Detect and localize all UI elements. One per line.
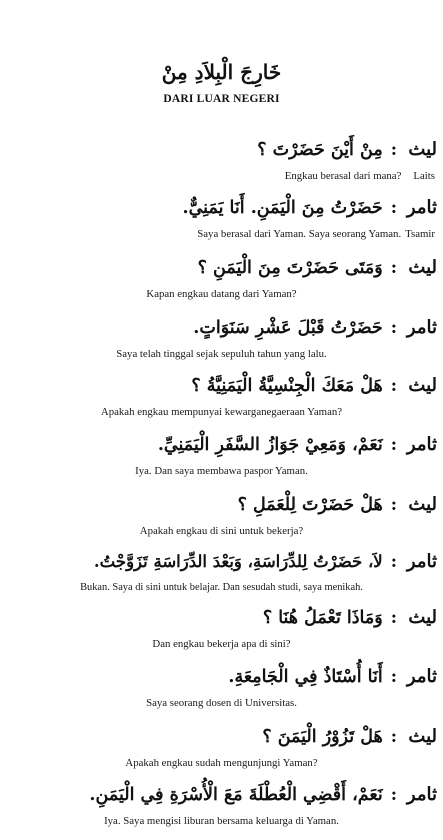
colon: : xyxy=(390,727,397,747)
colon: : xyxy=(390,785,397,805)
speaker-name: ليث xyxy=(408,607,437,628)
translation-line xyxy=(197,227,435,241)
colon: : xyxy=(390,318,397,338)
speaker-name: ليث xyxy=(408,375,437,396)
speaker-name: ثامر xyxy=(406,666,437,687)
arabic-utterance: هَلْ حَضَرْتَ لِلْعَمَلِ ؟ xyxy=(237,495,383,515)
arabic-utterance: هَلْ تَزُوْرُ الْيَمَنَ ؟ xyxy=(262,727,383,747)
arabic-line xyxy=(158,432,437,458)
arabic-line xyxy=(183,195,438,221)
translation-line: Kapan engkau datang dari Yaman? xyxy=(146,288,297,300)
colon: : xyxy=(390,552,397,572)
speaker-name: ثامر xyxy=(406,197,437,218)
colon: : xyxy=(390,198,397,218)
arabic-utterance: مِنْ أَيْنَ حَضَرْتَ ؟ xyxy=(257,140,383,160)
arabic-line xyxy=(191,373,437,399)
speaker-name: ليث xyxy=(408,494,437,515)
colon: : xyxy=(390,667,397,687)
speaker-latin: Tsamir xyxy=(405,228,435,240)
colon: : xyxy=(390,376,397,396)
translation-line xyxy=(285,169,435,183)
translation-line: Apakah engkau sudah mengunjungi Yaman? xyxy=(125,757,318,769)
arabic-line xyxy=(263,605,437,631)
arabic-line xyxy=(262,724,437,750)
speaker-name: ثامر xyxy=(406,551,437,572)
title-latin: DARI LUAR NEGERI xyxy=(163,93,280,105)
arabic-line xyxy=(193,315,437,341)
speaker-name: ثامر xyxy=(406,784,437,805)
colon: : xyxy=(390,435,397,455)
translation-line: Iya. Saya mengisi liburan bersama keluarga di Yaman. xyxy=(104,815,339,827)
arabic-utterance: لاَ، حَضَرْتُ لِلدِّرَاسَةِ، وَبَعْدَ الدِّرَاسَةِ تَزَوَّجْتُ. xyxy=(93,552,383,571)
arabic-utterance: أَنَا أُسْتَاذٌ فِي الْجَامِعَةِ. xyxy=(228,667,383,687)
arabic-utterance: حَضَرْتُ مِنَ الْيَمَنِ. أَنَا يَمَنِيٌّ. xyxy=(182,198,383,218)
arabic-utterance: وَمَاذَا تَعْمَلُ هُنَا ؟ xyxy=(262,608,383,628)
speaker-name: ليث xyxy=(408,139,437,160)
arabic-utterance: حَضَرْتُ قَبْلَ عَشْرِ سَنَوَاتٍ. xyxy=(193,318,383,338)
arabic-line xyxy=(257,137,437,163)
arabic-line xyxy=(198,255,437,281)
translation-text: Engkau berasal dari mana? xyxy=(284,170,402,182)
colon: : xyxy=(390,140,397,160)
translation-line: Saya seorang dosen di Universitas. xyxy=(146,697,297,709)
speaker-name: ليث xyxy=(408,726,437,747)
arabic-utterance: نَعَمْ، وَمَعِيْ جَوَازُ السَّفَرِ الْيَمَنِيِّ. xyxy=(157,435,383,455)
translation-line: Dan engkau bekerja apa di sini? xyxy=(152,638,291,650)
arabic-line xyxy=(238,492,437,518)
colon: : xyxy=(390,608,397,628)
translation-line: Iya. Dan saya membawa paspor Yaman. xyxy=(135,465,308,477)
translation-line: Apakah engkau mempunyai kewarganegaeraan Yaman? xyxy=(100,406,343,418)
translation-line: Bukan. Saya di sini untuk belajar. Dan sesudah studi, saya menikah. xyxy=(80,582,363,593)
speaker-latin: Laits xyxy=(413,170,435,182)
arabic-line xyxy=(94,549,437,575)
colon: : xyxy=(390,258,397,278)
speaker-name: ثامر xyxy=(406,317,437,338)
arabic-utterance: هَلْ مَعَكَ الْجِنْسِيَّةُ الْيَمَنِيَّةُ ؟ xyxy=(191,376,383,396)
speaker-name: ليث xyxy=(408,257,437,278)
translation-line: Apakah engkau di sini untuk bekerja? xyxy=(139,525,304,537)
arabic-utterance: وَمَتَى حَضَرْتَ مِنَ الْيَمَنِ ؟ xyxy=(197,258,383,278)
colon: : xyxy=(390,495,397,515)
speaker-name: ثامر xyxy=(406,434,437,455)
title-arabic: خَارِجَ الْبِلاَدِ مِنْ xyxy=(161,60,282,84)
translation-text: Saya berasal dari Yaman. Saya seorang Yaman. xyxy=(197,228,402,240)
arabic-line xyxy=(228,664,437,690)
arabic-line xyxy=(89,782,437,808)
arabic-utterance: نَعَمْ، أَقْضِي الْعُطْلَةَ مَعَ الْأُسْرَةِ فِي الْيَمَنِ. xyxy=(89,785,383,805)
translation-line: Saya telah tinggal sejak sepuluh tahun yang lalu. xyxy=(116,348,327,360)
